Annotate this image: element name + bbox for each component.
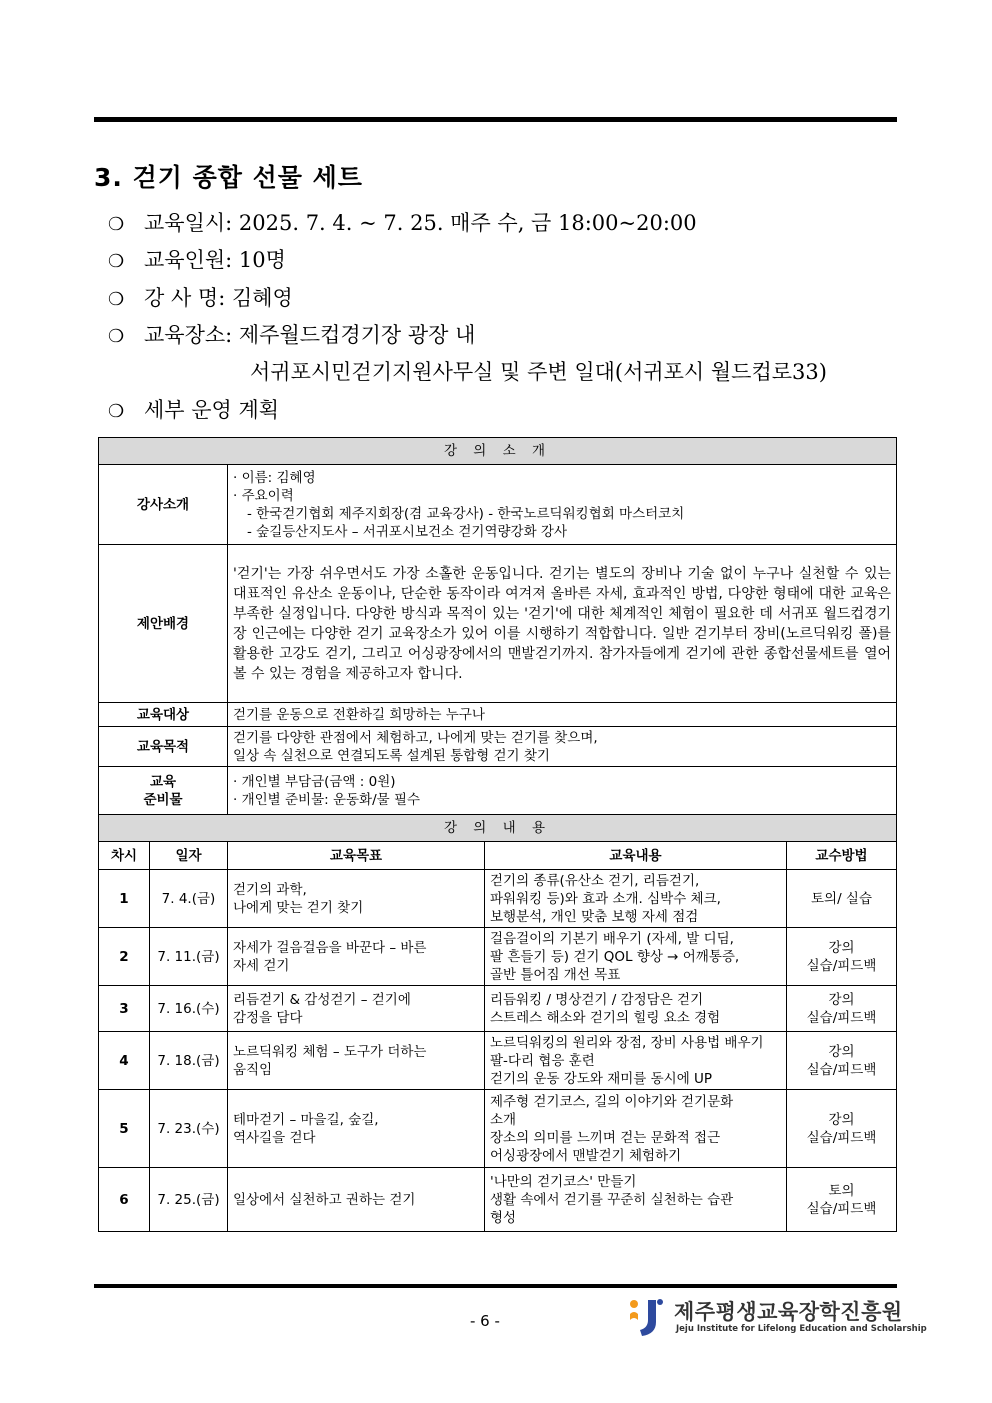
instructor-line: · 주요이력 [233,487,294,504]
logo-english-name: Jeju Institute for Lifelong Education and Scholarship [676,1324,927,1334]
session-content-line: 팔 흔들기 등) 걷기 QOL 향상 → 어깨통증, [490,948,740,965]
info-text: 세부 운영 계획 [144,398,280,422]
session-goal [228,928,485,986]
col-header-session: 차시 [99,842,150,870]
session-content-line: '나만의 걷기코스' 만들기 [490,1173,637,1190]
instructor-line: - 숲길등산지도사 – 서귀포시보건소 걷기역량강화 강사 [247,523,567,540]
session-method [787,928,897,986]
col-header-date: 일자 [150,842,228,870]
session-method-line: 강의 [828,939,855,956]
session-content-line: 생활 속에서 걷기를 꾸준히 실천하는 습관 [490,1191,734,1208]
info-text: 교육일시: 2025. 7. 4. ~ 7. 25. 매주 수, 금 18:00~20:00 [144,211,697,235]
session-content-line: 스트레스 해소와 걷기의 힐링 요소 경험 [490,1009,721,1026]
institute-logo [626,1296,927,1340]
session-content-line: 장소의 의미를 느끼며 걷는 문화적 접근 [490,1129,721,1146]
session-number: 2 [99,928,150,986]
session-method [787,986,897,1032]
background-label: 제안배경 [99,545,228,703]
circle-bullet-icon: ❍ [108,401,125,422]
session-goal-line: 역사길을 걷다 [233,1129,316,1146]
goal-line: 걷기를 다양한 관점에서 체험하고, 나에게 맞는 걷기를 찾으며, [233,729,598,746]
circle-bullet-icon: ❍ [108,251,125,272]
instructor-content [228,465,897,545]
table-row [99,1090,897,1168]
session-goal [228,1168,485,1232]
session-number: 4 [99,1032,150,1090]
goal-content [228,727,897,767]
info-line [108,282,293,312]
session-content-line: 골반 틀어짐 개선 목표 [490,966,621,983]
session-content [485,1090,787,1168]
supplies-line: · 개인별 부담금(금액 : 0원) [233,773,396,790]
supplies-content [228,767,897,815]
info-line [108,207,697,237]
session-goal-line: 감정을 담다 [233,1009,303,1026]
session-content-line: 형성 [490,1209,517,1226]
section-title: 3. 걷기 종합 선물 세트 [94,163,363,192]
top-rule [94,117,897,122]
session-goal-line: 자세 걷기 [233,957,290,974]
target-text: 걷기를 운동으로 전환하길 희망하는 누구나 [228,703,897,727]
intro-band: 강 의 소 개 [99,438,897,465]
session-method-line: 토의/ 실습 [810,890,872,907]
session-date: 7. 25.(금) [150,1168,228,1232]
plan-table [98,437,897,1232]
session-number: 1 [99,870,150,928]
table-row [99,1168,897,1232]
session-content [485,986,787,1032]
session-content-line: 제주형 걷기코스, 길의 이야기와 걷기문화 [490,1093,734,1110]
session-content-line: 어싱광장에서 맨발걷기 체험하기 [490,1147,682,1164]
session-date: 7. 4.(금) [150,870,228,928]
info-text: 강 사 명: 김혜영 [144,286,293,310]
session-goal-line: 노르딕워킹 체험 – 도구가 더하는 [233,1043,427,1060]
session-method-line: 실습/피드백 [806,957,877,974]
session-date: 7. 16.(수) [150,986,228,1032]
supplies-line: · 개인별 준비물: 운동화/물 필수 [233,791,421,808]
session-content-line: 소개 [490,1111,517,1128]
session-content-line: 걷기의 종류(유산소 걷기, 리듬걷기, [490,872,700,889]
supplies-label-line: 준비물 [143,791,183,808]
session-content-line: 걷기의 운동 강도와 재미를 동시에 UP [490,1070,713,1087]
info-line [108,319,475,349]
col-header-goal: 교육목표 [228,842,485,870]
session-date: 7. 23.(수) [150,1090,228,1168]
institute-logo-mark-icon [626,1296,666,1338]
session-method-line: 실습/피드백 [806,1129,877,1146]
info-text: 교육인원: 10명 [144,248,286,272]
session-goal-line: 테마걷기 – 마을길, 숲길, [233,1111,379,1128]
session-goal-line: 걷기의 과학, [233,881,307,898]
session-content-line: 팔-다리 협응 훈련 [490,1052,595,1069]
instructor-line: - 한국걷기협회 제주지회장(겸 교육강사) - 한국노르딕워킹협회 마스터코치 [247,505,685,522]
session-content-line: 걸음걸이의 기본기 배우기 (자세, 발 디딤, [490,930,734,947]
session-number: 6 [99,1168,150,1232]
supplies-label [99,767,228,815]
bottom-rule [94,1284,897,1288]
session-goal [228,1090,485,1168]
session-content-line: 노르딕워킹의 원리와 장점, 장비 사용법 배우기 [490,1034,764,1051]
instructor-line: · 이름: 김혜영 [233,469,316,486]
background-text: '걷기'는 가장 쉬우면서도 가장 소홀한 운동입니다. 걷기는 별도의 장비나 기술 없이 누구나 실천할 수 있는 대표적인 유산소 운동이나, 단순한 동작이라 여겨져 올바른 자세, 효과적인 방법, 다양한 형태에 대한 교육은 부족한 실정입니다. 다양한 방식과 목적이 있는 '걷기'에 대한 체계적인 체험이 필요한 데 서귀포 월드컵경기장 인근에는 다양한 걷기 교육장소가 있어 이를 시행하기 적합합니다. 일반 걷기부터 장비(노르딕워킹 폴)를 활용한 고강도 걷기, 그리고 어싱광장에서의 맨발걷기까지. 참가자들에게 걷기에 관한 종합선물세트를 열어볼 수 있는 경험을 제공하고자 합니다. [228,545,897,703]
session-method-line: 실습/피드백 [806,1200,877,1217]
session-content-line: 파워워킹 등)와 효과 소개. 심박수 체크, [490,890,721,907]
session-goal [228,986,485,1032]
session-content [485,928,787,986]
table-row [99,1032,897,1090]
session-method-line: 실습/피드백 [806,1009,877,1026]
session-method-line: 강의 [828,1111,855,1128]
instructor-label: 강사소개 [99,465,228,545]
table-row [99,870,897,928]
session-content-line: 리듬워킹 / 명상걷기 / 감정담은 걷기 [490,991,704,1008]
session-goal [228,870,485,928]
info-line [108,394,279,424]
goal-label: 교육목적 [99,727,228,767]
col-header-method: 교수방법 [787,842,897,870]
session-goal-line: 리듬걷기 & 감성걷기 – 걷기에 [233,991,411,1008]
session-method [787,1090,897,1168]
goal-line: 일상 속 실천으로 연결되도록 설계된 통합형 걷기 찾기 [233,747,550,764]
session-content [485,1168,787,1232]
circle-bullet-icon: ❍ [108,214,125,235]
info-text: 서귀포시민걷기지원사무실 및 주변 일대(서귀포시 월드컵로33) [250,360,827,384]
session-method-line: 실습/피드백 [806,1061,877,1078]
logo-korean-name: 제주평생교육장학진흥원 [674,1300,903,1324]
session-method [787,870,897,928]
info-text: 교육장소: 제주월드컵경기장 광장 내 [144,323,476,347]
session-goal-line: 움직임 [233,1061,273,1078]
info-line [108,244,286,274]
table-row [99,986,897,1032]
session-number: 5 [99,1090,150,1168]
session-method-line: 강의 [828,991,855,1008]
content-band: 강 의 내 용 [99,815,897,842]
session-method-line: 토의 [828,1182,855,1199]
session-goal-line: 나에게 맞는 걷기 찾기 [233,899,364,916]
session-content [485,870,787,928]
session-number: 3 [99,986,150,1032]
target-label: 교육대상 [99,703,228,727]
session-content-line: 보행분석, 개인 맞춤 보행 자세 점검 [490,908,699,925]
session-goal-line: 일상에서 실천하고 권하는 걷기 [233,1191,416,1208]
circle-bullet-icon: ❍ [108,289,125,310]
session-method-line: 강의 [828,1043,855,1060]
session-content [485,1032,787,1090]
circle-bullet-icon: ❍ [108,326,125,347]
session-date: 7. 18.(금) [150,1032,228,1090]
info-line [250,356,827,386]
table-row [99,928,897,986]
session-method [787,1168,897,1232]
supplies-label-line: 교육 [149,773,177,790]
col-header-content: 교육내용 [485,842,787,870]
page-number: - 6 - [470,1312,500,1330]
session-rows [99,870,897,1232]
session-goal [228,1032,485,1090]
session-method [787,1032,897,1090]
session-goal-line: 자세가 걸음걸음을 바꾼다 – 바른 [233,939,427,956]
session-date: 7. 11.(금) [150,928,228,986]
